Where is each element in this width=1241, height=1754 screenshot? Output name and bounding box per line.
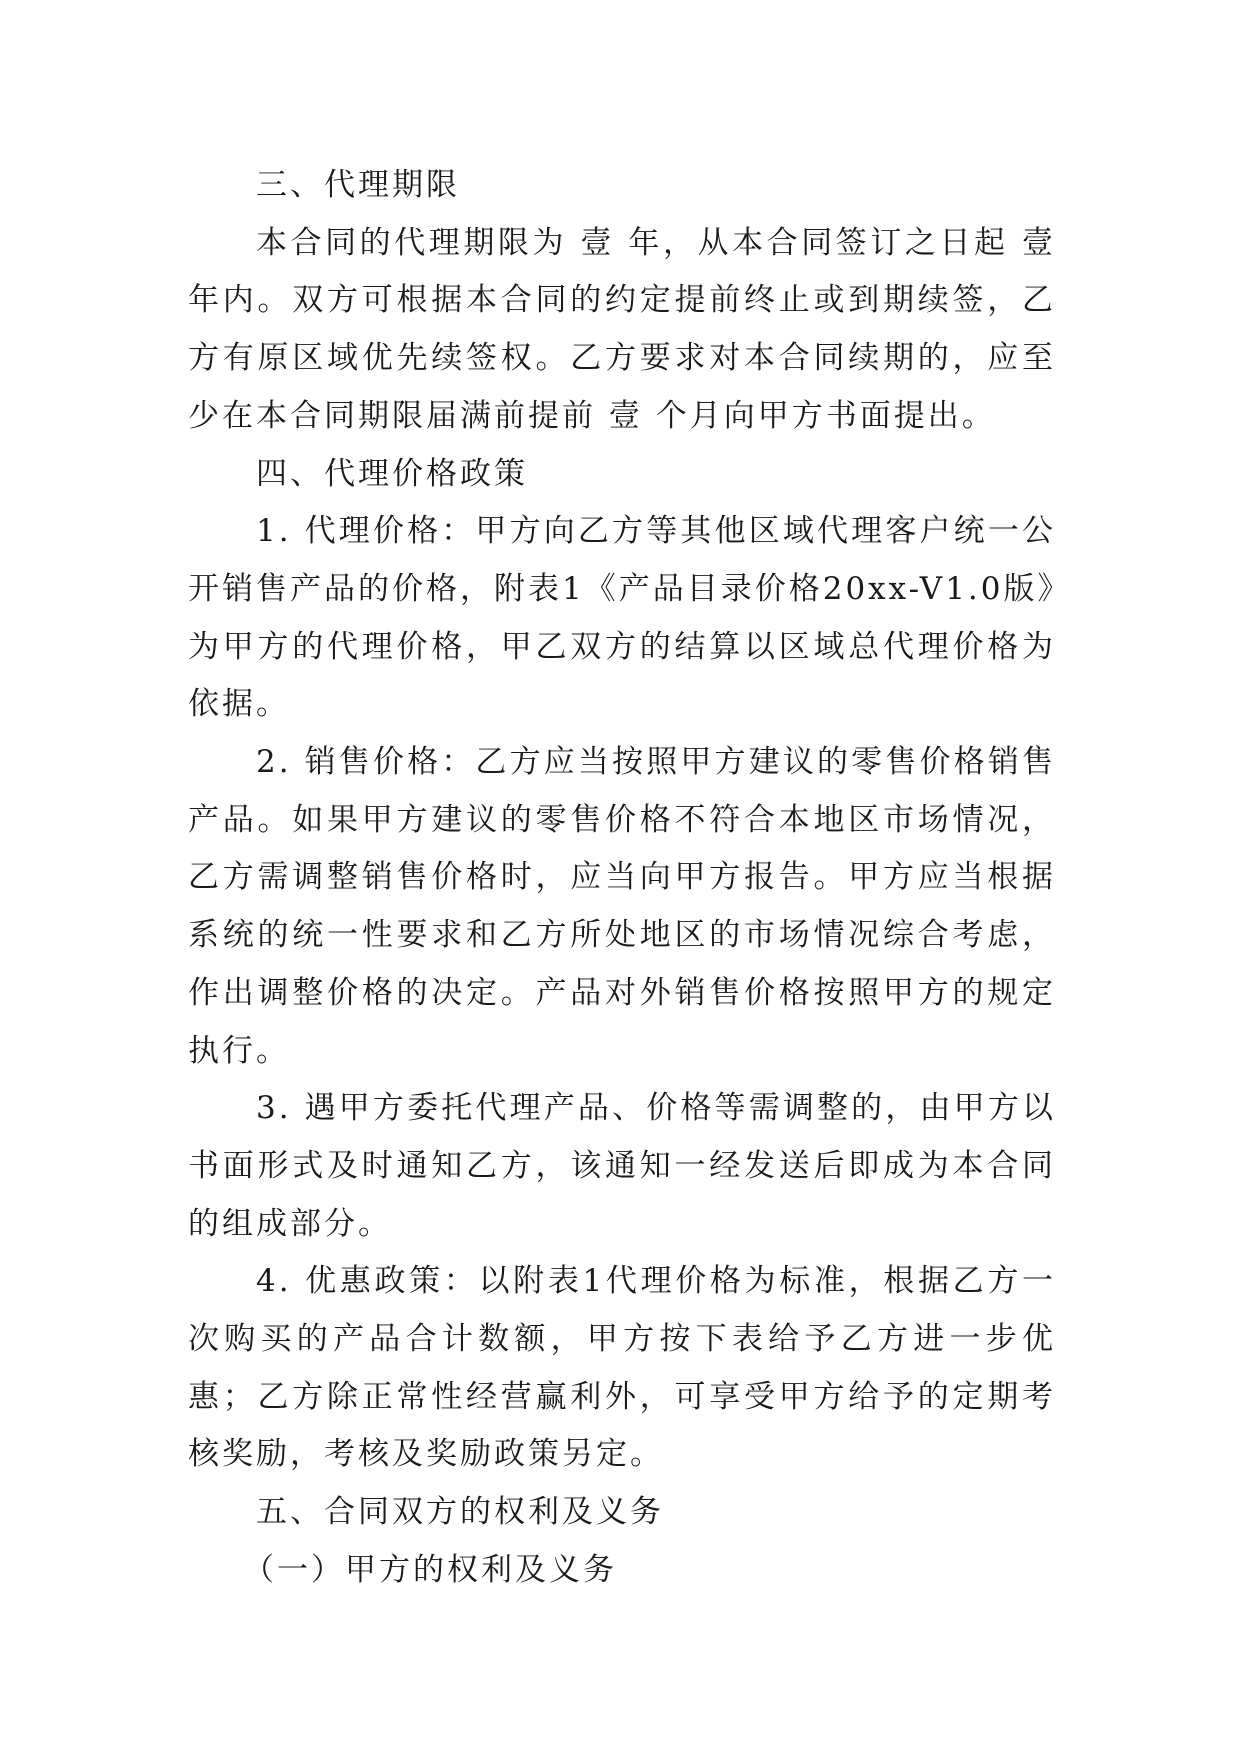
section-4-item-2: 2. 销售价格：乙方应当按照甲方建议的零售价格销售产品。如果甲方建议的零售价格不符合本地区市场情况，乙方需调整销售价格时，应当向甲方报告。甲方应当根据系统的统一性要求和乙方所处地区的市场情况综合考虑，作出调整价格的决定。产品对外销售价格按照甲方的规定执行。 [188, 744, 1056, 1069]
section-3-paragraph: 本合同的代理期限为 壹 年，从本合同签订之日起 壹 年内。双方可根据本合同的约定提前终止或到期续签，乙方有原区域优先续签权。乙方要求对本合同续期的，应至少在本合同期限届满前提前 壹 个月向甲方书面提出。 [188, 224, 1056, 434]
section-4-item-4: 4. 优惠政策：以附表1代理价格为标准，根据乙方一次购买的产品合计数额，甲方按下表给予乙方进一步优惠；乙方除正常性经营赢利外，可享受甲方给予的定期考核奖励，考核及奖励政策另定。 [188, 1263, 1056, 1473]
section-5-subheading-1: （一）甲方的权利及义务 [243, 1551, 617, 1588]
section-4-item-3: 3. 遇甲方委托代理产品、价格等需调整的，由甲方以书面形式及时通知乙方，该通知一经发送后即成为本合同的组成部分。 [188, 1090, 1056, 1242]
section-5-heading: 五、合同双方的权利及义务 [256, 1494, 664, 1531]
section-3-heading: 三、代理期限 [256, 167, 460, 203]
section-4-item-1: 1. 代理价格：甲方向乙方等其他区域代理客户统一公开销售产品的价格，附表1《产品目录价格20xx-V1.0版》为甲方的代理价格，甲乙双方的结算以区域总代理价格为依据。 [188, 513, 1056, 723]
section-4-heading: 四、代理价格政策 [256, 455, 528, 492]
document-body [188, 157, 1056, 1600]
